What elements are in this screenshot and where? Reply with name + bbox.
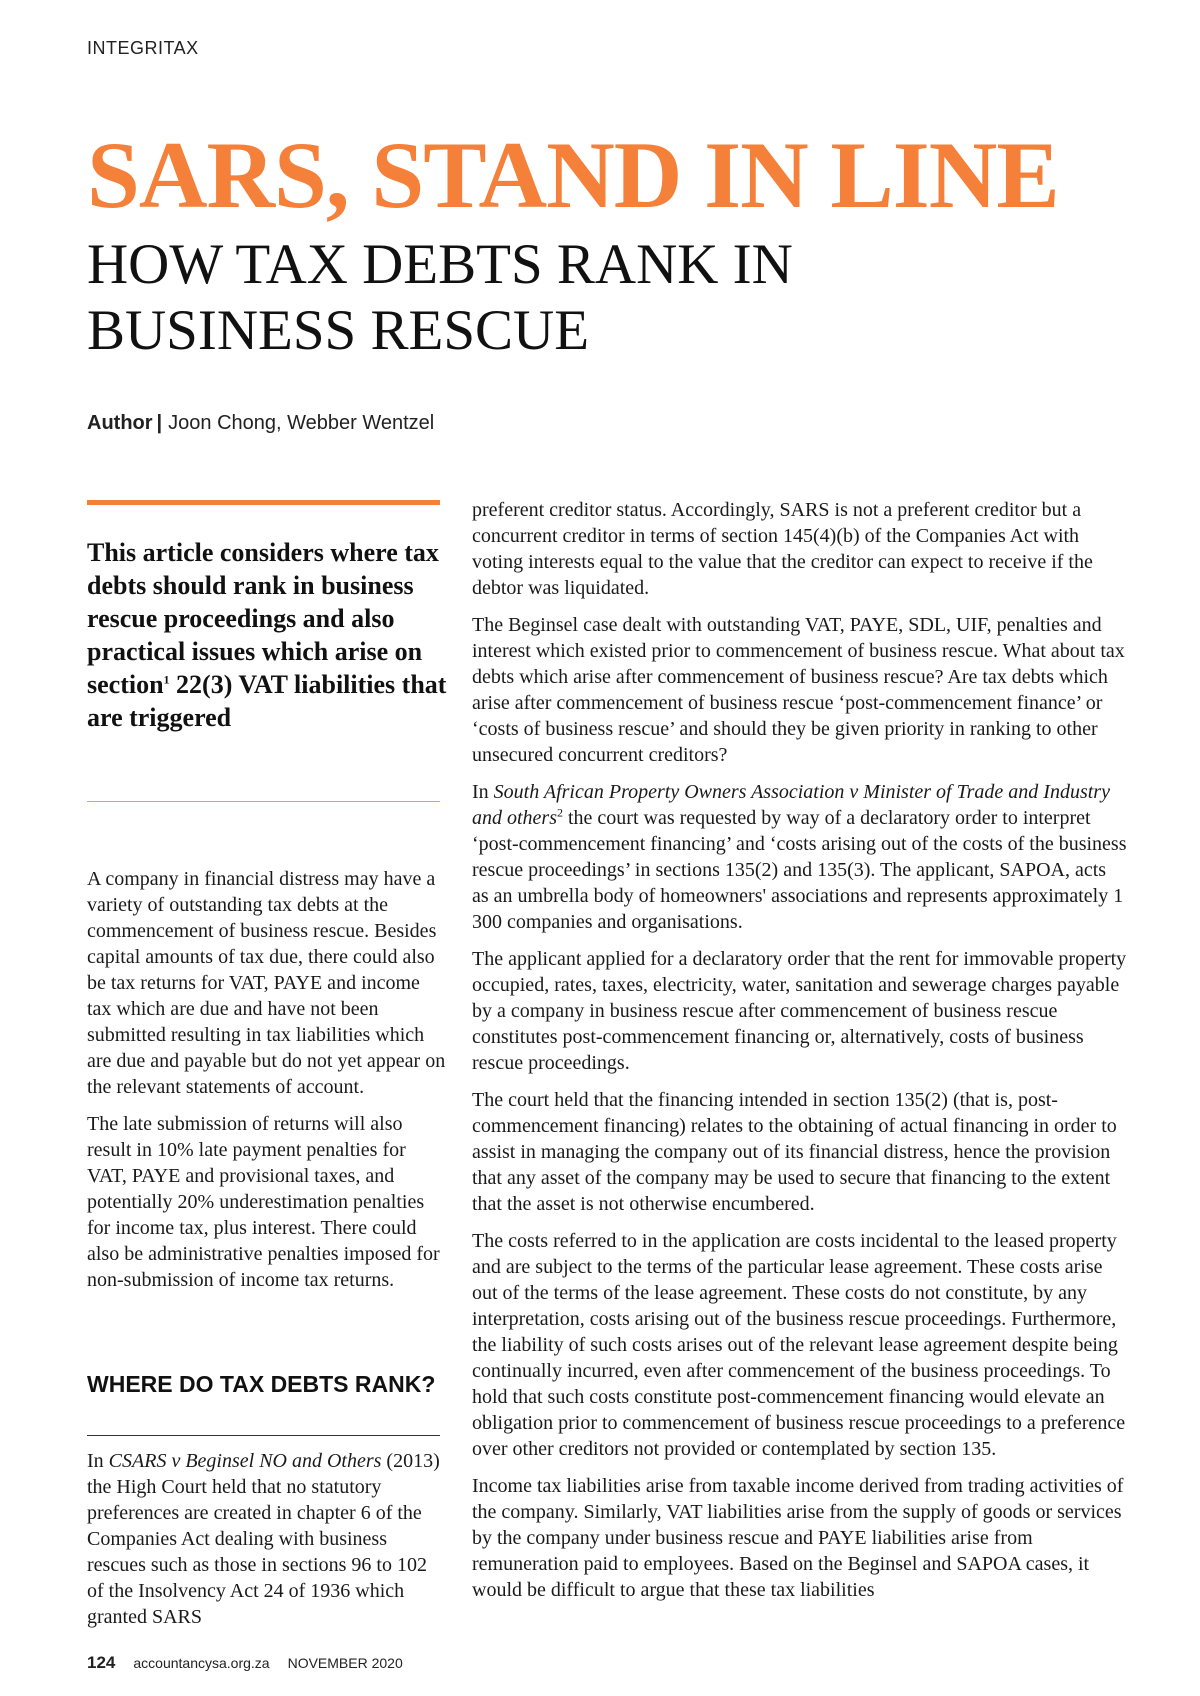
text-run: In [472,781,494,803]
subtitle-line-1: HOW TAX DEBTS RANK IN [87,233,793,296]
body-paragraph: The late submission of returns will also result in 10% late payment penalties for VAT, PAYE and provisional taxes, and potentially 20% underestimation penalties for income tax, plus interest. There could also be administrative penalties imposed for non-submission of income tax returns. [87,1113,440,1291]
text-run: the court was requested by way of a declaratory order to interpret ‘post-commencement financing’ and ‘costs arising out of the costs of the business rescue proceedings’ in sections 135(2) and 135(3). The applicant, SAPOA, acts as an umbrella body of homeowners' associations and represents approximately 1 300 companies and organisations. [472,807,1127,933]
body-paragraph: The applicant applied for a declaratory order that the rent for immovable property occupied, rates, taxes, electricity, water, sanitation and sewerage charges payable by a company in business rescue after commencement of business rescue constitutes post-commencement financing or, alternatively, costs of business rescue proceedings. [472,948,1127,1074]
left-column-section-body [87,1448,447,1641]
intro-divider [87,801,440,802]
author-name: Joon Chong, Webber Wentzel [168,412,435,434]
right-column-body [472,497,1127,1614]
text-run: In [87,1450,109,1472]
header-label: INTEGRITAX [87,38,199,58]
body-paragraph: Income tax liabilities arise from taxable income derived from trading activities of the company. Similarly, VAT liabilities arise from the supply of goods or services by the company under business rescue and PAYE liabilities arise from remuneration paid to employees. Based on the Beginsel and SAPOA cases, it would be difficult to argue that these tax liabilities [472,1475,1124,1601]
section-heading-divider [87,1435,440,1436]
body-paragraph: The Beginsel case dealt with outstanding VAT, PAYE, SDL, UIF, penalties and interest which existed prior to commencement of business rescue. What about tax debts which arise after commencement of business rescue? Are tax debts which arise after commencement of business rescue ‘post-commencement finance’ or ‘costs of business rescue’ and should they be given priority in ranking to other unsecured concurrent creditors? [472,614,1125,766]
footer-site: accountancysa.org.za [133,1655,270,1671]
author-separator: | [156,412,163,434]
page-footer [87,1653,403,1673]
body-paragraph: The court held that the financing intended in section 135(2) (that is, post-commencement financing) relates to the obtaining of actual financing in order to assist in managing the company out of its financial distress, hence the provision that any asset of the company may be used to secure that financing to the extent that the asset is not otherwise encumbered. [472,1089,1117,1215]
section-heading: WHERE DO TAX DEBTS RANK? [87,1371,436,1397]
case-name: South African Property Owners Association v Minister of Trade and Industry and others [472,781,1110,829]
left-column-body [87,866,447,1304]
intro-standfirst [87,536,447,734]
author-line [87,412,434,435]
body-paragraph [87,1448,447,1630]
footer-date: NOVEMBER 2020 [287,1655,403,1671]
body-paragraph: preferent creditor status. Accordingly, SARS is not a preferent creditor but a concurrent creditor in terms of section 145(4)(b) of the Companies Act with voting interests equal to the value that the creditor can expect to receive if the debtor was liquidated. [472,499,1093,599]
page-number: 124 [87,1653,116,1672]
text-run: (2013) the High Court held that no statutory preferences are created in chapter 6 of the Companies Act dealing with business rescues such as those in sections 96 to 102 of the Insolvency Act 24 of 1936 which granted SARS [87,1450,440,1628]
footnote-marker-2: 2 [557,805,563,820]
intro-text: This article considers where tax debts should rank in business rescue proceedings and also practical issues which arise on section [87,538,439,699]
intro-text-continued: 22(3) VAT liabilities that are triggered [87,670,447,732]
footnote-marker-1: 1 [163,672,170,687]
page-subtitle [87,232,1087,364]
body-paragraph: The costs referred to in the application are costs incidental to the leased property and are subject to the terms of the particular lease agreement. These costs arise out of the terms of the lease agreement. These costs do not constitute, by any interpretation, costs arising out of the business rescue proceedings. Furthermore, the liability of such costs arises out of the relevant lease agreement despite being continually incurred, even after commencement of the business proceedings. To hold that such costs constitute post-commencement financing would elevate an obligation prior to commencement of business rescue proceedings to a preference over other creditors not provided or contemplated by section 135. [472,1230,1126,1460]
author-label: Author [87,412,153,434]
body-paragraph: A company in financial distress may have a variety of outstanding tax debts at the commencement of business rescue. Besides capital amounts of tax due, there could also be tax returns for VAT, PAYE and income tax which are due and have not been submitted resulting in tax liabilities which are due and payable but do not yet appear on the relevant statements of account. [87,868,446,1098]
page-title: SARS, STAND IN LINE [87,122,1059,228]
subtitle-line-2: BUSINESS RESCUE [87,299,590,362]
case-name: CSARS v Beginsel NO and Others [108,1450,382,1472]
body-paragraph [472,779,1127,935]
accent-divider [87,500,440,505]
